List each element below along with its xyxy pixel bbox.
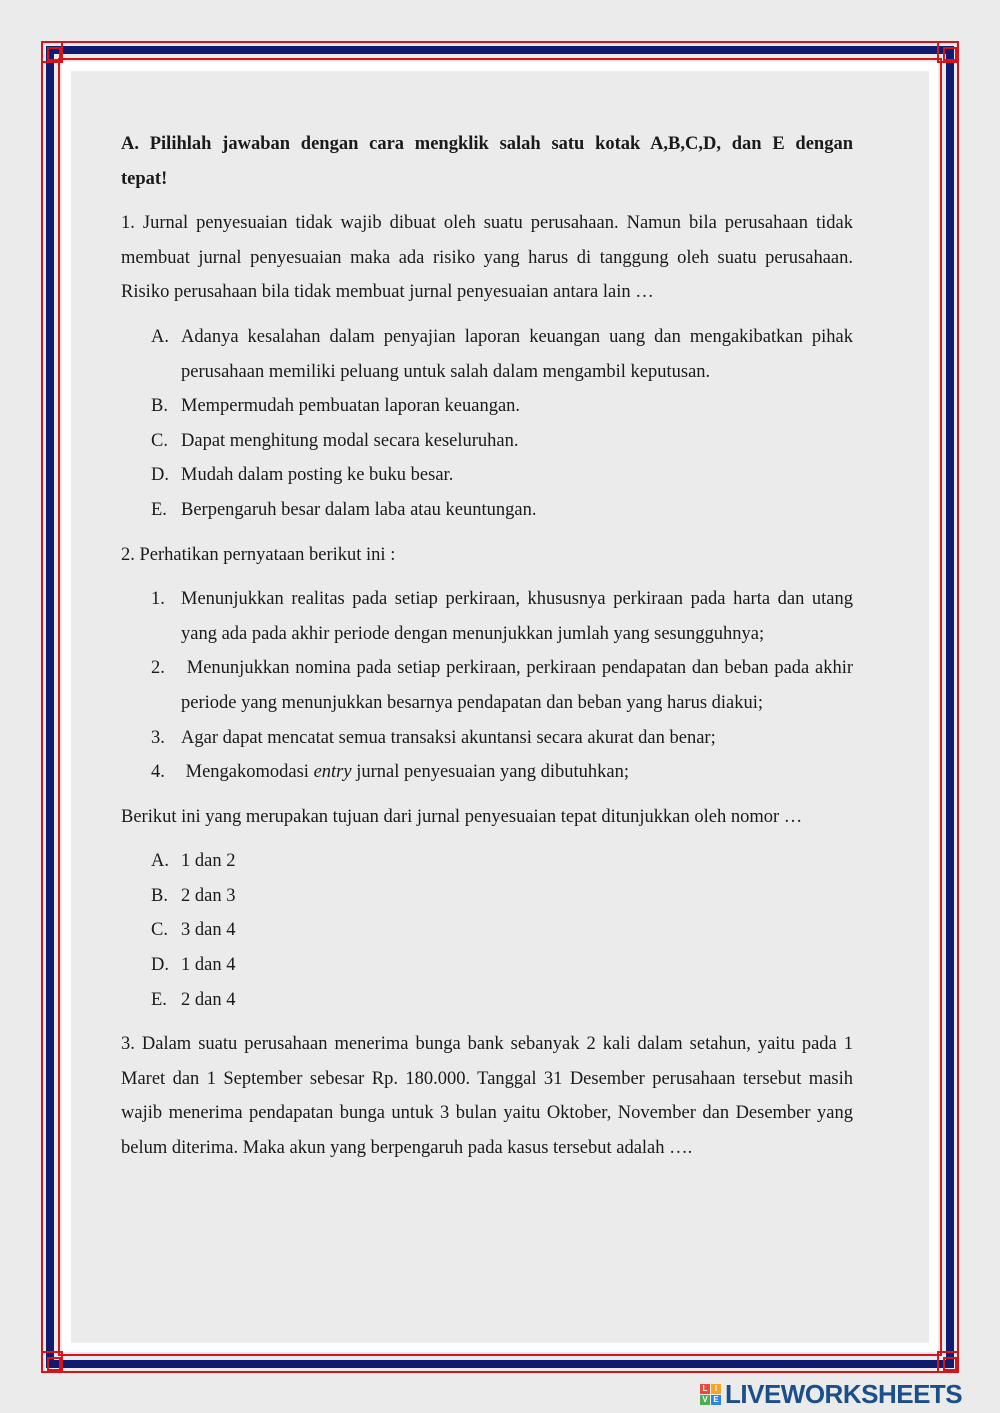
instruction-heading-cont: tepat!	[121, 168, 168, 189]
corner-ornament-bottom-right	[937, 1351, 959, 1373]
option-a[interactable]: A. 1 dan 2	[151, 851, 236, 872]
option-b[interactable]: B. Mempermudah pembuatan laporan keuangan.	[151, 396, 521, 417]
question-3-text: 3. Dalam suatu perusahaan menerima bunga bank sebanyak 2 kali dalam setahun, yaitu pada 1 Maret dan 1 September sebesar Rp. 180.000. Tanggal 31 Desember perusahaan tersebut masih wajib menerima pendapatan bunga untuk 3 bulan yaitu Oktober, November dan Desember yang belum diterima. Maka akun yang berpengaruh pada kasus tersebut adalah ….	[121, 1034, 853, 1159]
corner-ornament-bottom-left	[41, 1351, 63, 1373]
question-2-text: Berikut ini yang merupakan tujuan dari jurnal penyesuaian tepat ditunjukkan oleh nomor …	[121, 806, 803, 827]
logo-mark-letter: E	[711, 1395, 721, 1405]
option-d[interactable]: D. Mudah dalam posting ke buku besar.	[151, 465, 454, 486]
statement-item: 2. Menunjukkan nomina pada setiap perkiraan, perkiraan pendapatan dan beban pada akhir periode yang menunjukkan besarnya pendapatan dan beban yang harus diakui;	[151, 658, 858, 713]
logo-mark-letter: L	[700, 1384, 710, 1394]
logo-mark-icon	[700, 1384, 721, 1405]
statement-item: 4. Mengakomodasi entry jurnal penyesuaian yang dibutuhkan;	[151, 762, 630, 783]
question-1-options	[121, 320, 853, 528]
option-d[interactable]: D. 1 dan 4	[151, 955, 236, 976]
logo-mark-letter: I	[711, 1384, 721, 1394]
option-a[interactable]: A. Adanya kesalahan dalam penyajian laporan keuangan uang dan mengakibatkan pihak perusahaan memiliki peluang untuk salah dalam mengambil keputusan.	[151, 326, 853, 382]
logo-mark-letter: V	[700, 1395, 710, 1405]
entry-italic: entry	[313, 762, 352, 783]
question-2-options	[121, 844, 853, 1017]
question-2-intro: 2. Perhatikan pernyataan berikut ini :	[121, 544, 396, 565]
corner-ornament-top-right	[937, 41, 959, 63]
corner-ornament-top-left	[41, 41, 63, 63]
question-1-text: 1. Jurnal penyesuaian tidak wajib dibuat oleh suatu perusahaan. Namun bila perusahaan tidak membuat jurnal penyesuaian maka ada risiko yang harus di tanggung oleh suatu perusahaan. Risiko perusahaan bila tidak membuat jurnal penyesuaian antara lain …	[121, 213, 853, 303]
instruction-heading: A. Pilihlah jawaban dengan cara mengklik salah satu kotak A,B,C,D, dan E dengan	[121, 134, 853, 154]
liveworksheets-logo	[700, 1378, 962, 1410]
question-2-statements	[121, 582, 858, 790]
option-e[interactable]: E. 2 dan 4	[151, 989, 236, 1010]
option-c[interactable]: C. 3 dan 4	[151, 920, 236, 941]
option-c[interactable]: C. Dapat menghitung modal secara keseluruhan.	[151, 430, 519, 451]
worksheet-content	[121, 127, 858, 1166]
statement-item: 3. Agar dapat mencatat semua transaksi akuntansi secara akurat dan benar;	[151, 727, 716, 748]
option-b[interactable]: B. 2 dan 3	[151, 885, 236, 906]
statement-item: 1. Menunjukkan realitas pada setiap perkiraan, khususnya perkiraan pada harta dan utang yang ada pada akhir periode dengan menunjukkan jumlah yang sesungguhnya;	[151, 589, 853, 644]
logo-text: LIVEWORKSHEETS	[725, 1378, 963, 1409]
option-e[interactable]: E. Berpengaruh besar dalam laba atau keuntungan.	[151, 499, 537, 520]
